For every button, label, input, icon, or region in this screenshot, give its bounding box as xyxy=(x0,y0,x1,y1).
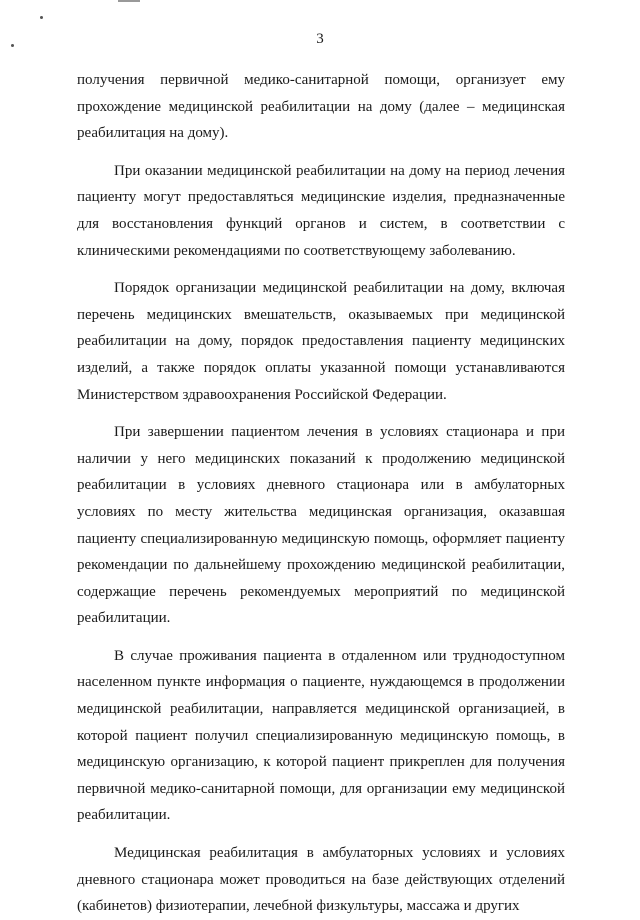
paragraph-2: При оказании медицинской реабилитации на дому на период лечения пациенту могут предоставляться медицинские изделия, предназначенные для восстановления функций органов и систем, в соответствии с клиническими рекомендациями по соответствующему заболеванию. xyxy=(77,162,565,259)
document-body xyxy=(77,67,565,920)
scan-mark-top xyxy=(118,0,140,2)
scan-speck xyxy=(40,16,43,19)
page-number: 3 xyxy=(316,31,324,47)
paragraph-5: В случае проживания пациента в отдаленном или труднодоступном населенном пункте информация о пациенте, нуждающемся в продолжении медицинской реабилитации, направляется медицинской организацией, в которой пациент получил специализированную медицинскую помощь, в медицинскую организацию, к которой пациент прикреплен для получения первичной медико-санитарной помощи, для организации ему медицинской реабилитации. xyxy=(77,647,565,824)
paragraph-6: Медицинская реабилитация в амбулаторных условиях и условиях дневного стационара может проводиться на базе действующих отделений (кабинетов) физиотерапии, лечебной физкультуры, массажа и других xyxy=(77,845,565,915)
paragraph-3: Порядок организации медицинской реабилитации на дому, включая перечень медицинских вмешательств, оказываемых при медицинской реабилитации на дому, порядок предоставления пациенту медицинских изделий, а также порядок оплаты указанной помощи устанавливаются Министерством здравоохранения Российской Федерации. xyxy=(77,280,565,403)
paragraph-1: получения первичной медико-санитарной помощи, организует ему прохождение медицинской реабилитации на дому (далее – медицинская реабилитация на дому). xyxy=(77,72,565,142)
paragraph-4: При завершении пациентом лечения в условиях стационара и при наличии у него медицинских показаний к продолжению медицинской реабилитации в условиях дневного стационара или в амбулаторных условиях по месту жительства медицинская организация, оказавшая пациенту специализированную медицинскую помощь, оформляет пациенту рекомендации по дальнейшему прохождению медицинской реабилитации, содержащие перечень рекомендуемых мероприятий по медицинской реабилитации. xyxy=(77,424,565,627)
